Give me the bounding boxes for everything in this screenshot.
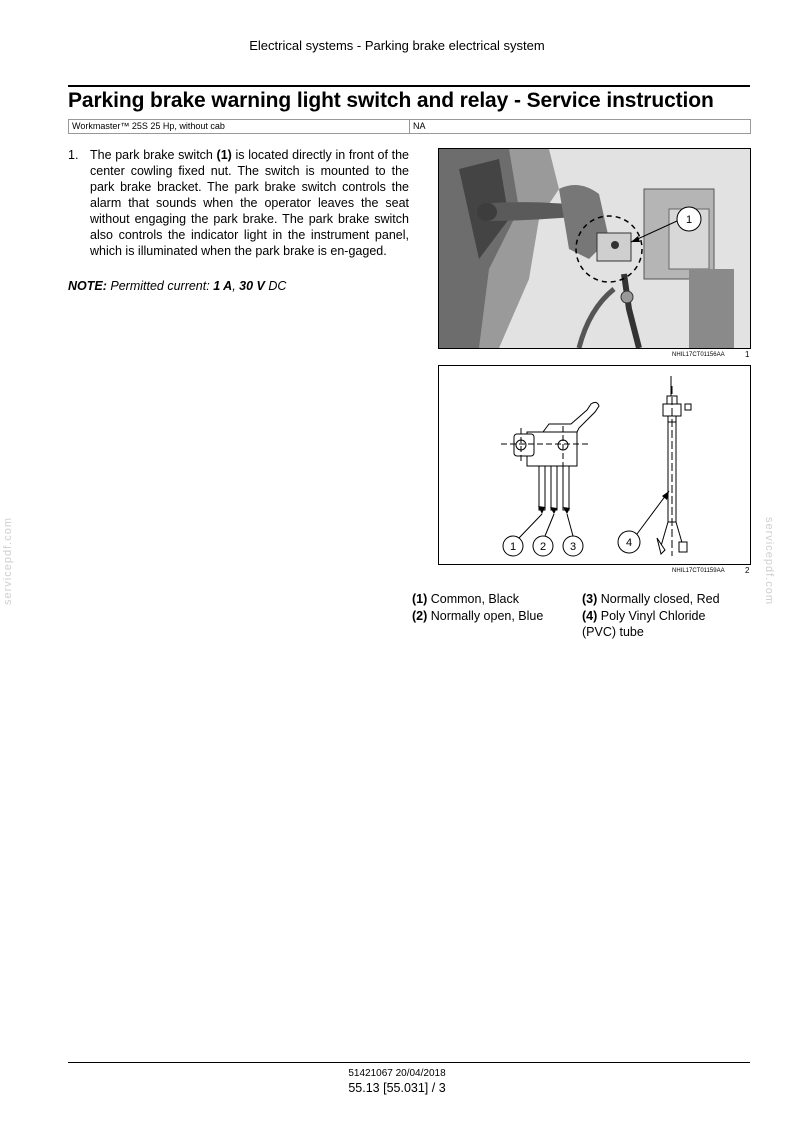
running-header: Electrical systems - Parking brake electrical system bbox=[249, 38, 545, 53]
figure-2-diagram bbox=[438, 365, 751, 565]
figure-1-photo bbox=[438, 148, 751, 349]
header-rule bbox=[68, 85, 750, 87]
figure-2-code: NHIL17CT01159AA bbox=[672, 568, 725, 574]
step-reference: (1) bbox=[216, 148, 232, 162]
legend-ref: (2) bbox=[412, 609, 428, 623]
note-text: Permitted current: bbox=[106, 279, 214, 293]
legend-text: Normally closed, Red bbox=[597, 592, 720, 606]
note bbox=[68, 279, 286, 293]
figure-1-callout-1: 1 bbox=[685, 214, 693, 226]
step-text-part: The park brake switch bbox=[90, 148, 217, 162]
step-text bbox=[90, 147, 409, 259]
park-brake-switch-photo bbox=[439, 149, 750, 348]
step-number: 1. bbox=[68, 148, 79, 162]
switch-wiring-diagram bbox=[439, 366, 750, 564]
footer-doc-id: 51421067 20/04/2018 bbox=[348, 1068, 446, 1079]
figure-1-number: 1 bbox=[745, 350, 750, 359]
legend-text: Poly Vinyl Chloride (PVC) tube bbox=[582, 609, 706, 639]
legend-ref: (4) bbox=[582, 609, 598, 623]
note-voltage: 30 V bbox=[239, 279, 265, 293]
note-label: NOTE: bbox=[68, 279, 107, 293]
legend-text: Common, Black bbox=[427, 592, 519, 606]
figure-2-callout-2: 2 bbox=[539, 541, 547, 553]
applicability-model: Workmaster™ 25S 25 Hp, without cab bbox=[72, 121, 225, 131]
note-current: 1 A bbox=[213, 279, 233, 293]
footer-page-ref: 55.13 [55.031] / 3 bbox=[348, 1081, 446, 1095]
legend-item-1 bbox=[412, 591, 577, 607]
watermark-right: servicepdf.com bbox=[762, 517, 775, 605]
page-title: Parking brake warning light switch and relay - Service instruction bbox=[68, 89, 714, 112]
legend-item-3 bbox=[582, 591, 742, 607]
legend-ref: (3) bbox=[582, 592, 598, 606]
step-1 bbox=[68, 147, 409, 259]
applicability-market: NA bbox=[413, 121, 426, 131]
figure-2-callout-3: 3 bbox=[569, 541, 577, 553]
legend-item-2 bbox=[412, 608, 577, 624]
note-separator: , bbox=[232, 279, 240, 293]
footer-rule bbox=[68, 1062, 750, 1063]
legend-ref: (1) bbox=[412, 592, 428, 606]
figure-1-code: NHIL17CT01156AA bbox=[672, 352, 725, 358]
watermark-left: servicepdf.com bbox=[1, 517, 14, 605]
figure-2-number: 2 bbox=[745, 566, 750, 575]
step-text-part: is located directly in front of the center cowling fixed nut. The switch is mounted to the park brake bracket. The park brake switch controls the alarm that sounds when the operator leaves the seat without engaging the park brake. The park brake switch also controls the indicator light in the instrument panel, which is illuminated when the park brake is en-gaged. bbox=[90, 148, 410, 258]
figure-2-callout-4: 4 bbox=[625, 537, 633, 549]
legend-item-4 bbox=[582, 608, 722, 640]
legend-text: Normally open, Blue bbox=[427, 609, 544, 623]
note-suffix: DC bbox=[264, 279, 287, 293]
figure-2-callout-1: 1 bbox=[509, 541, 517, 553]
table-divider bbox=[409, 120, 410, 133]
applicability-table bbox=[68, 119, 751, 134]
